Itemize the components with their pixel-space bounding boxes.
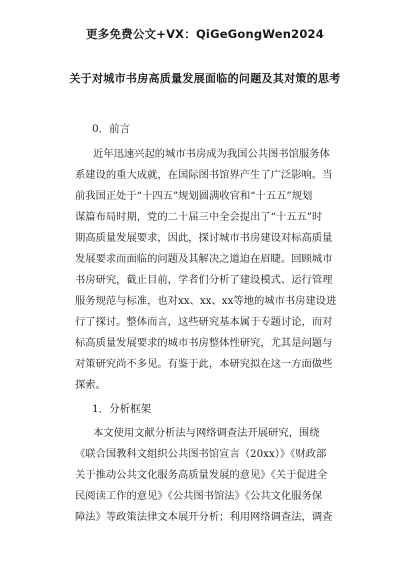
body-line: 标高质量发展要求的城市书房整体性研究，尤其是问题与 [75, 337, 333, 349]
body-line: 《联合国教科文组织公共图书馆宣言（20xx）》《财政部 [75, 448, 327, 460]
section-body-framework [75, 423, 350, 528]
promo-header: 更多免费公文+VX：QiGeGongWen2024 [86, 27, 324, 41]
body-line: 谋篇布局时期，党的二十届三中全会提出了“十五五”时 [75, 211, 323, 223]
body-line: 发展要求而面临的问题及其解决之道迫在眉睫。回顾城市 [75, 253, 333, 265]
body-line: 关于推动公共文化服务高质量发展的意见》《关于促进全 [75, 469, 328, 481]
section-body-preface [75, 144, 350, 396]
body-line: 对策研究尚不多见。有鉴于此，本研究拟在这一方面做些 [75, 358, 333, 370]
body-line: 近年迅速兴起的城市书房成为我国公共图书馆服务体 [93, 148, 330, 160]
body-line: 民阅读工作的意见》《公共图书馆法》《公共文化服务保 [75, 490, 323, 502]
body-line: 前我国正处于“十四五”规划圆满收官和“十五五”规划 [75, 190, 313, 202]
body-line: 探索。 [75, 379, 106, 391]
body-line: 障法》等政策法律文本展开分析；利用网络调查法，调查 [75, 511, 333, 523]
body-line: 书房研究，截止目前，学者们分析了建设模式、运行管理 [75, 274, 333, 286]
body-line: 系建设的重大成就，在国际图书馆界产生了广泛影响。当 [75, 169, 333, 181]
body-line: 行了探讨。整体而言，这些研究基本属于专题讨论，而对 [75, 316, 333, 328]
document-title: 关于对城市书房高质量发展面临的问题及其对策的思考 [69, 72, 341, 85]
section-heading-preface: 0．前言 [92, 123, 131, 135]
body-line: 本文使用文献分析法与网络调查法开展研究，围绕 [93, 427, 320, 439]
section-heading-framework: 1．分析框架 [92, 403, 152, 415]
body-line: 服务规范与标准，也对xx、xx、xx等地的城市书房建设进 [75, 295, 337, 307]
body-line: 期高质量发展要求，因此，探讨城市书房建设对标高质量 [75, 232, 333, 244]
